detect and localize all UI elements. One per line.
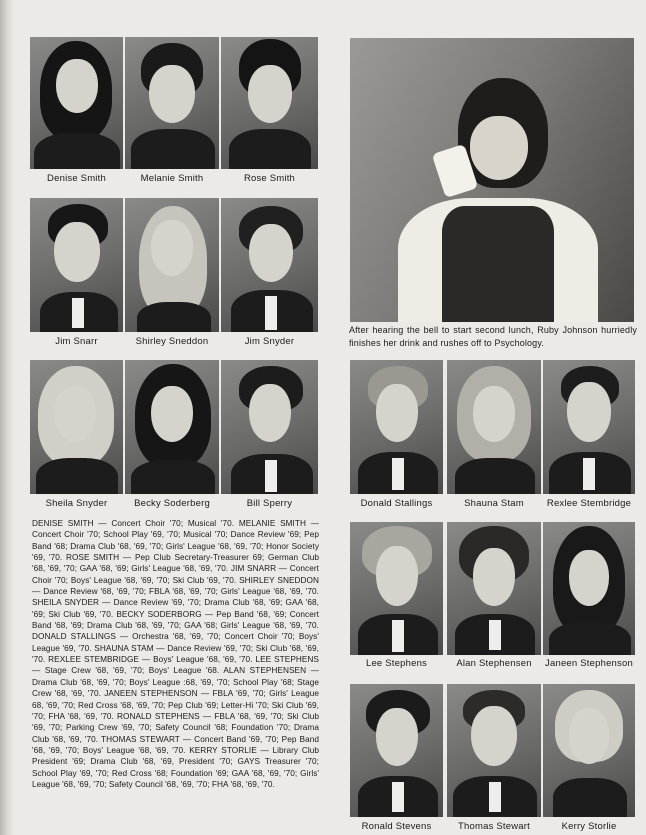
caption-alan-stephensen: Alan Stephensen [456, 658, 532, 669]
portrait-jim-snyder [221, 198, 318, 332]
caption-rexlee-stembridge: Rexlee Stembridge [546, 498, 632, 509]
portrait-kerry-storlie [543, 684, 635, 817]
caption-bill-sperry: Bill Sperry [246, 498, 293, 509]
caption-melanie-smith: Melanie Smith [140, 173, 204, 184]
portrait-ronald-stevens [350, 684, 443, 817]
portrait-donald-stallings [350, 360, 443, 494]
caption-ronald-stevens: Ronald Stevens [361, 821, 432, 832]
feature-photo-ruby-johnson [350, 38, 634, 322]
caption-jim-snyder: Jim Snyder [244, 336, 295, 347]
page-spine-shadow [0, 0, 14, 835]
caption-janeen-stephenson: Janeen Stephenson [545, 658, 633, 669]
portrait-bill-sperry [221, 360, 318, 494]
caption-jim-snarr: Jim Snarr [55, 336, 98, 347]
portrait-sheila-snyder [30, 360, 123, 494]
caption-kerry-storlie: Kerry Storlie [561, 821, 617, 832]
portrait-rose-smith [221, 37, 318, 169]
portrait-shirley-sneddon [125, 198, 219, 332]
portrait-becky-soderberg [125, 360, 219, 494]
caption-donald-stallings: Donald Stallings [360, 498, 433, 509]
feature-photo-caption: After hearing the bell to start second lunch, Ruby Johnson hurriedly finishes her drink and rushes off to Psychology. [349, 325, 637, 348]
portrait-jim-snarr [30, 198, 123, 332]
caption-shirley-sneddon: Shirley Sneddon [135, 336, 209, 347]
caption-thomas-stewart: Thomas Stewart [458, 821, 530, 832]
portrait-shauna-stam [447, 360, 541, 494]
caption-sheila-snyder: Sheila Snyder [45, 498, 108, 509]
portrait-janeen-stephenson [543, 522, 635, 655]
portrait-denise-smith [30, 37, 123, 169]
portrait-melanie-smith [125, 37, 219, 169]
portrait-lee-stephens [350, 522, 443, 655]
caption-denise-smith: Denise Smith [47, 173, 106, 184]
portrait-alan-stephensen [447, 522, 541, 655]
portrait-thomas-stewart [447, 684, 541, 817]
caption-shauna-stam: Shauna Stam [464, 498, 524, 509]
senior-activities-text: DENISE SMITH — Concert Choir '70; Musical '70. MELANIE SMITH — Concert Choir '70; School Play '69, '70; Musical '70; Dance Review '69; Pep Band '68; Drama Club '68, '69, '70; Girls' League '68, '69, '70; Honor Society '69, '70. ROSE SMITH — Pep Club Secretary-Treasurer 69; German Club '68, '69, '70; GAA '68, '69; Girls' League '68, '69, '70. JIM SNARR — Concert Choir '70; Boys' League '68, '69, '70; Ski Club '69, '70. SHIRLEY SNEDDON — Dance Review '68, '69, '70; FBLA '68, '69, '70; Girls' League '68, '69, '70. SHEILA SNYDER — Dance Review '69, '70; Drama Club '68, '69; GAA '68, '69; Ski Club '69, '70. BECKY SODERBORG — Pep Band '68, '69; Concert Band '68, '69; Drama Club '68, '69, '70; GAA '68; Girls' League '68, '69, '70. DONALD STALLINGS — Orchestra '68, '69, '70; Concert Choir '70; Boys' League '69, '70. SHAUNA STAM — Dance Review '69, '70; Ski Club '68, '69, '70. REXLEE STEMBRIDGE — Boys' League '68, '69, '70. LEE STEPHENS — Stage Crew '68, '69, '70; Boys' League '68. ALAN STEPHENSEN — Drama Club '68, '69, '70; Boys' League :68, '69, '70; School Play '68; Stage Crew '68, '69, '70. JANEEN STEPHENSON — FBLA '69, '70; Girls' League 68, '69, '70; Red Cross '68, '69, '70; Pep Club '69; Letter-Hi '70; Ski Club '69, '70; FHA '68, '69, '70. RONALD STEPHENS — FBLA '68, '69, '70; Ski Club '69, '70; Parking Crew '69, '70; Safety Council '68; Foundation '70; Drama Club '68, '69, '70. THOMAS STEWART — Concert Band '69, '70; Pep Band '68, '69, '70; Boys' League '68, '69, '70. KERRY STORLIE — Library Club President '69; Drama Club '68, '69, President '70; GAYS Treasurer '70; School Play '69, '70; Red Cross '68; Foundation '69; GAA '68, '69, '70; Girls' League '68, '69, '70; Safety Council '68, '69, '70; FHA '68, '69, '70. [32, 519, 319, 789]
portrait-rexlee-stembridge [543, 360, 635, 494]
caption-rose-smith: Rose Smith [243, 173, 296, 184]
caption-lee-stephens: Lee Stephens [365, 658, 428, 669]
caption-becky-soderberg: Becky Soderberg [134, 498, 210, 509]
